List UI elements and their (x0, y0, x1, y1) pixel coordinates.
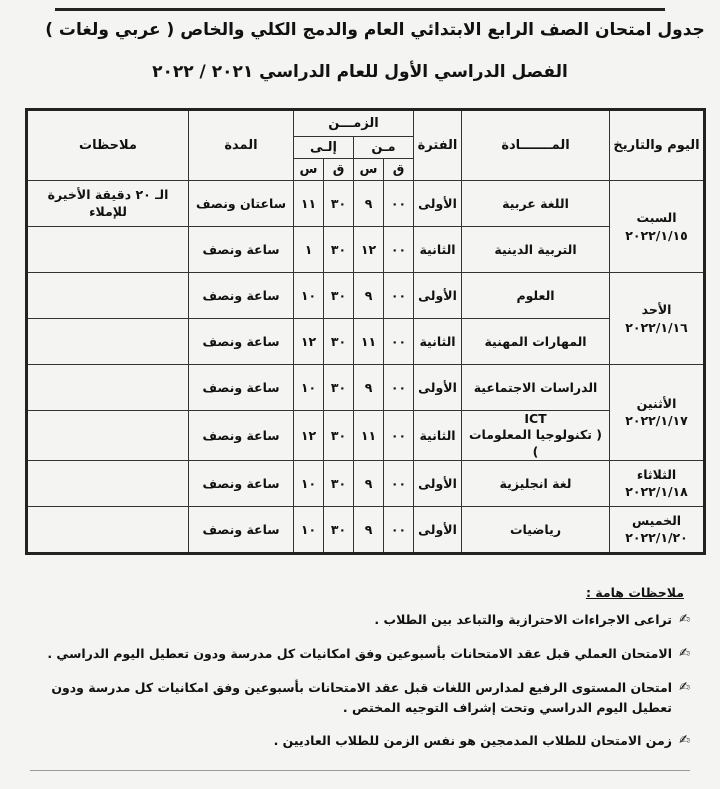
writing-hand-icon: ✍ (679, 679, 690, 695)
table-row (27, 506, 705, 553)
list-item (15, 644, 690, 665)
to-minute-cell: ٣٠ (324, 181, 354, 227)
to-hour-cell: ١٠ (294, 506, 324, 553)
header-duration: المدة (189, 110, 294, 181)
from-hour-cell: ٩ (354, 506, 384, 553)
from-minute-cell: ٠٠ (384, 506, 414, 553)
to-minute-cell: ٣٠ (324, 365, 354, 411)
duration-cell: ساعة ونصف (189, 227, 294, 273)
from-hour-cell: ١٢ (354, 227, 384, 273)
duration-cell: ساعة ونصف (189, 365, 294, 411)
bottom-rule (30, 770, 690, 771)
duration-cell: ساعة ونصف (189, 411, 294, 461)
header-period: الفترة (414, 110, 462, 181)
note-cell (27, 227, 189, 273)
page-subtitle: الفصل الدراسي الأول للعام الدراسي ٢٠٢١ / ٢٠٢٢ (152, 62, 568, 82)
day-name: الثلاثاء (636, 466, 677, 482)
note-text: امتحان المستوى الرفيع لمدارس اللغات قبل عقد الامتحانات بأسبوعين وفق امكانيات كل مدرسة ودون تعطيل اليوم الدراسي وتحت إشراف التوجيه المختص . (51, 679, 672, 715)
writing-hand-icon: ✍ (679, 732, 690, 748)
note-text: الامتحان العملي قبل عقد الامتحانات بأسبوعين وفق امكانيات كل مدرسة ودون تعطيل اليوم الدراسي . (47, 645, 672, 661)
day-cell (610, 181, 705, 273)
from-minute-cell: ٠٠ (384, 411, 414, 461)
header-from-minute: ق (384, 159, 414, 181)
period-cell: الأولى (414, 506, 462, 553)
to-hour-cell: ١٠ (294, 460, 324, 506)
from-minute-cell: ٠٠ (384, 319, 414, 365)
period-cell: الأولى (414, 460, 462, 506)
to-hour-cell: ١٠ (294, 273, 324, 319)
subject-cell: الدراسات الاجتماعية (462, 365, 610, 411)
table-row (27, 365, 705, 411)
to-hour-cell: ١ (294, 227, 324, 273)
period-cell: الأولى (414, 365, 462, 411)
period-cell: الثانية (414, 411, 462, 461)
period-cell: الأولى (414, 273, 462, 319)
day-date: ٢٠٢٢/١/١٦ (625, 319, 688, 335)
day-cell (610, 506, 705, 553)
period-cell: الثانية (414, 227, 462, 273)
top-rule (55, 8, 665, 11)
to-hour-cell: ١٢ (294, 411, 324, 461)
from-minute-cell: ٠٠ (384, 365, 414, 411)
writing-hand-icon: ✍ (679, 612, 690, 627)
from-hour-cell: ١١ (354, 411, 384, 461)
from-minute-cell: ٠٠ (384, 273, 414, 319)
subject-cell (462, 411, 610, 461)
note-cell (27, 411, 189, 461)
page-title: جدول امتحان الصف الرابع الابتدائي العام والدمج الكلي والخاص ( عربي ولغات ) (45, 20, 705, 40)
to-minute-cell: ٣٠ (324, 460, 354, 506)
from-minute-cell: ٠٠ (384, 181, 414, 227)
header-to-hour: س (294, 159, 324, 181)
note-cell (27, 319, 189, 365)
to-minute-cell: ٣٠ (324, 319, 354, 365)
header-from-hour: س (354, 159, 384, 181)
from-hour-cell: ٩ (354, 273, 384, 319)
note-cell (27, 460, 189, 506)
day-name: السبت (636, 210, 677, 225)
from-minute-cell: ٠٠ (384, 460, 414, 506)
subject-line-2: ( تكنولوجيا المعلومات ) (469, 427, 603, 459)
subject-cell: العلوم (462, 273, 610, 319)
table-row (27, 319, 705, 365)
day-date: ٢٠٢٢/١/١٥ (625, 227, 688, 243)
duration-cell: ساعة ونصف (189, 460, 294, 506)
list-item (15, 678, 690, 718)
duration-cell: ساعتان ونصف (189, 181, 294, 227)
note-cell (27, 365, 189, 411)
to-hour-cell: ١١ (294, 181, 324, 227)
list-item (15, 731, 690, 752)
period-cell: الثانية (414, 319, 462, 365)
table-row (27, 411, 705, 461)
header-to-minute: ق (324, 159, 354, 181)
notes-title: ملاحظات هامة : (585, 585, 684, 600)
header-time: الزمـــن (294, 110, 414, 137)
day-cell (610, 365, 705, 461)
notes-section (15, 585, 690, 764)
day-cell (610, 460, 705, 506)
table-row (27, 273, 705, 319)
from-hour-cell: ٩ (354, 181, 384, 227)
to-minute-cell: ٣٠ (324, 227, 354, 273)
note-cell (27, 506, 189, 553)
from-hour-cell: ٩ (354, 365, 384, 411)
exam-schedule-table (25, 108, 706, 555)
note-cell (27, 273, 189, 319)
to-hour-cell: ١٠ (294, 365, 324, 411)
to-hour-cell: ١٢ (294, 319, 324, 365)
day-date: ٢٠٢٢/١/٢٠ (625, 530, 688, 546)
header-subject: المـــــــادة (462, 110, 610, 181)
header-from: مـن (354, 137, 414, 159)
duration-cell: ساعة ونصف (189, 319, 294, 365)
header-day-date: اليوم والتاريخ (610, 110, 705, 181)
to-minute-cell: ٣٠ (324, 506, 354, 553)
subject-cell: التربية الدينية (462, 227, 610, 273)
from-minute-cell: ٠٠ (384, 227, 414, 273)
note-text: تراعى الاجراءات الاحترازية والتباعد بين الطلاب . (374, 612, 672, 627)
table-row (27, 460, 705, 506)
day-name: الأحد (641, 302, 672, 317)
to-minute-cell: ٣٠ (324, 273, 354, 319)
from-hour-cell: ٩ (354, 460, 384, 506)
day-name: الأثنين (636, 395, 677, 411)
day-date: ٢٠٢٢/١/١٨ (625, 484, 688, 500)
note-cell: الـ ٢٠ دقيقة الأخيرة للإملاء (27, 181, 189, 227)
duration-cell: ساعة ونصف (189, 506, 294, 553)
subject-cell: رياضيات (462, 506, 610, 553)
note-text: زمن الامتحان للطلاب المدمجين هو نفس الزمن للطلاب العاديين . (273, 732, 672, 748)
subject-line-1: ICT (524, 411, 547, 426)
subject-cell: لغة انجليزية (462, 460, 610, 506)
day-date: ٢٠٢٢/١/١٧ (625, 413, 688, 429)
duration-cell: ساعة ونصف (189, 273, 294, 319)
to-minute-cell: ٣٠ (324, 411, 354, 461)
list-item (15, 610, 690, 631)
header-notes: ملاحظات (27, 110, 189, 181)
subject-cell: المهارات المهنية (462, 319, 610, 365)
period-cell: الأولى (414, 181, 462, 227)
from-hour-cell: ١١ (354, 319, 384, 365)
writing-hand-icon: ✍ (679, 645, 690, 661)
day-name: الخميس (631, 512, 682, 528)
table-row (27, 181, 705, 227)
header-to: إلـى (294, 137, 354, 159)
day-cell (610, 273, 705, 365)
table-row (27, 227, 705, 273)
subject-cell: اللغة عربية (462, 181, 610, 227)
